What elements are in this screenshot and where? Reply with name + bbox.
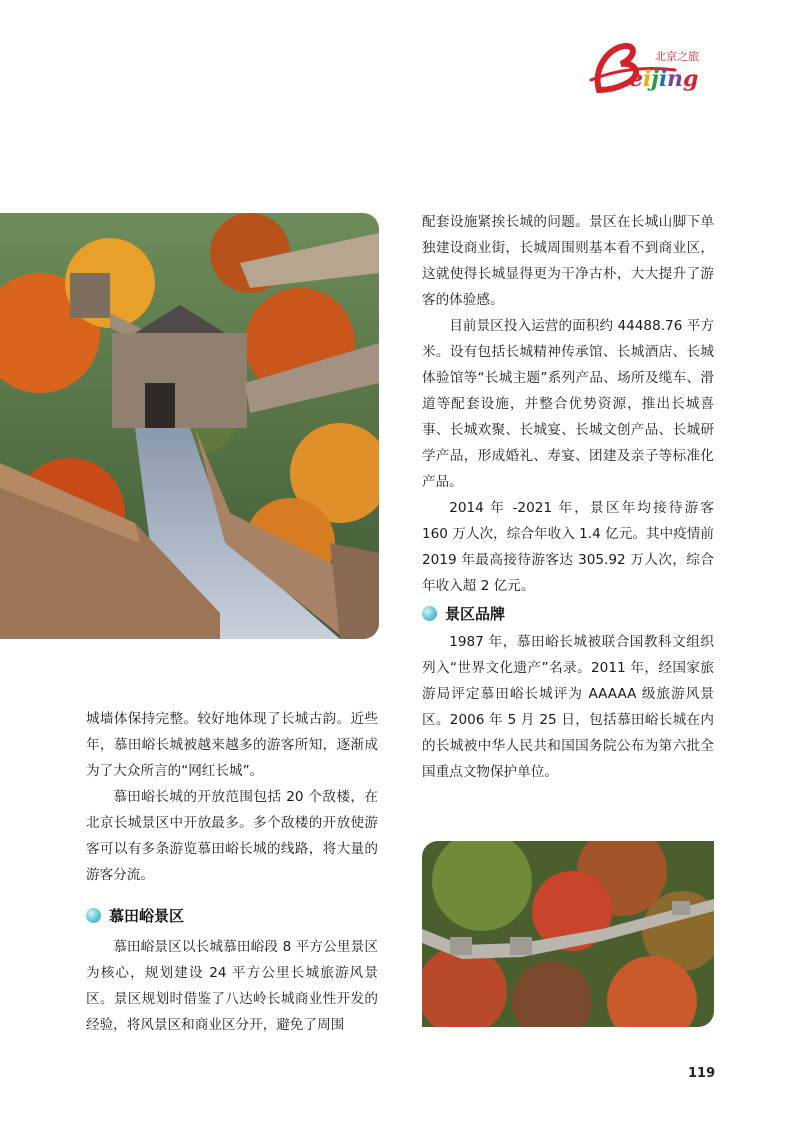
left-column-text: [86, 706, 378, 888]
scenic-section-text: [86, 934, 378, 1038]
brand-section-text: [422, 629, 714, 785]
svg-text:j: j: [651, 66, 659, 92]
svg-text:北京之旅: 北京之旅: [655, 50, 699, 63]
beijing-logo-graphic: [585, 40, 720, 102]
paragraph: 目前景区投入运营的面积约 44488.76 平方米。设有包括长城精神传承馆、长城酒店、长城体验馆等“长城主题”系列产品、场所及缆车、滑道等配套设施，并整合优势资源，推出长城喜事、长城欢聚、长城宴、长城文创产品、长城研学产品，形成婚礼、寿宴、团建及亲子等标准化产品。: [422, 318, 714, 490]
svg-text:i: i: [659, 66, 668, 92]
svg-text:i: i: [643, 66, 652, 92]
paragraph: 2014 年 -2021 年，景区年均接待游客 160 万人次，综合年收入 1.4 亿元。其中疫情前 2019 年最高接待游客达 305.92 万人次，综合年收入超 2 亿元。: [422, 500, 714, 594]
paragraph: 城墙体保持完整。较好地体现了长城古韵。近些年，慕田峪长城被越来越多的游客所知，逐渐成为了大众所言的“网红长城”。: [86, 711, 378, 779]
great-wall-aerial-photo: [422, 841, 714, 1027]
svg-text:e: e: [629, 66, 643, 92]
section-heading-brand: [422, 603, 505, 624]
beijing-logo: [585, 40, 720, 102]
circle-bullet-icon: [86, 908, 101, 923]
section-heading-text: 景区品牌: [445, 605, 506, 623]
paragraph: 慕田峪长城的开放范围包括 20 个敌楼，在北京长城景区中开放最多。多个敌楼的开放使游客可以有多条游览慕田峪长城的线路，将大量的游客分流。: [86, 789, 378, 883]
svg-text:n: n: [667, 66, 683, 92]
page-number: 119: [688, 1066, 716, 1081]
section-heading-scenic: [86, 905, 184, 926]
paragraph: 配套设施紧挨长城的问题。景区在长城山脚下单独建设商业街，长城周围则基本看不到商业区，这就使得长城显得更为干净古朴，大大提升了游客的体验感。: [422, 214, 714, 308]
great-wall-autumn-photo: [0, 213, 379, 639]
section-heading-text: 慕田峪景区: [109, 907, 185, 925]
right-column-top-text: [422, 209, 714, 599]
svg-text:g: g: [683, 66, 699, 92]
paragraph: 慕田峪景区以长城慕田峪段 8 平方公里景区为核心，规划建设 24 平方公里长城旅游风景区。景区规划时借鉴了八达岭长城商业性开发的经验，将风景区和商业区分开，避免了周围: [86, 939, 378, 1033]
circle-bullet-icon: [422, 606, 437, 621]
paragraph: 1987 年，慕田峪长城被联合国教科文组织列入“世界文化遗产”名录。2011 年，经国家旅游局评定慕田峪长城评为 AAAAA 级旅游风景区。2006 年 5 月 25 日，包括慕田峪长城在内的长城被中华人民共和国国务院公布为第六批全国重点文物保护单位。: [422, 634, 714, 780]
